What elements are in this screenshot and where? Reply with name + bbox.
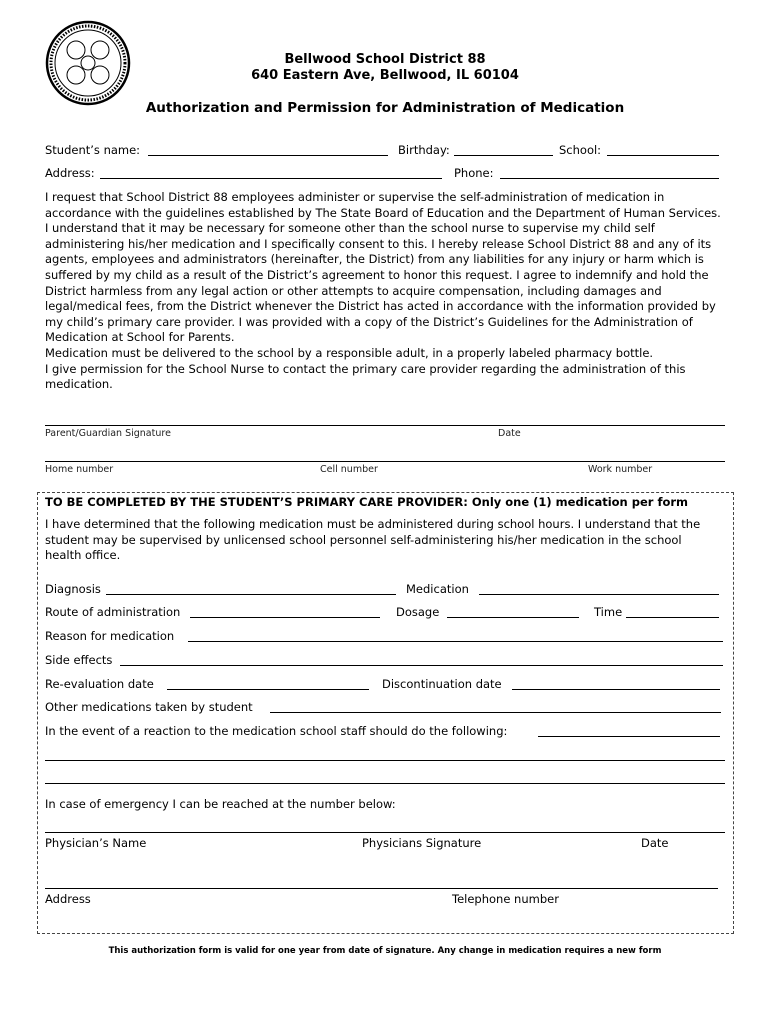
- time-field[interactable]: [626, 617, 719, 618]
- validity-note: This authorization form is valid for one year from date of signature. Any change in medication requires a new form: [108, 946, 662, 956]
- consent-paragraph: I give permission for the School Nurse to contact the primary care provider regarding the administration of this medication.: [45, 361, 686, 392]
- signature-label: Parent/Guardian Signature: [45, 428, 171, 439]
- provider-section-heading: TO BE COMPLETED BY THE STUDENT’S PRIMARY CARE PROVIDER: Only one (1) medication per form: [45, 495, 689, 509]
- route-field[interactable]: [190, 617, 380, 618]
- dosage-field[interactable]: [447, 617, 579, 618]
- side-effects-label: Side effects: [45, 653, 113, 667]
- reaction-field-line[interactable]: [45, 783, 725, 784]
- physician-name-label: Physician’s Name: [45, 836, 147, 850]
- address-field[interactable]: [100, 178, 442, 179]
- consent-paragraph: Medication must be delivered to the school by a responsible adult, in a properly labeled pharmacy bottle.: [45, 345, 654, 360]
- time-label: Time: [594, 605, 623, 619]
- diagnosis-label: Diagnosis: [45, 582, 101, 596]
- other-meds-field[interactable]: [270, 712, 721, 713]
- signature-field[interactable]: [45, 425, 725, 426]
- reevaluation-label: Re-evaluation date: [45, 677, 154, 691]
- birthday-label: Birthday:: [398, 143, 450, 157]
- telephone-label: Telephone number: [452, 892, 559, 906]
- physician-date-label: Date: [641, 836, 669, 850]
- dosage-label: Dosage: [396, 605, 440, 619]
- reason-field[interactable]: [188, 641, 723, 642]
- physician-signature-label: Physicians Signature: [362, 836, 482, 850]
- reaction-field[interactable]: [538, 736, 720, 737]
- phone-numbers-field[interactable]: [45, 461, 725, 462]
- medication-field[interactable]: [479, 594, 719, 595]
- route-label: Route of administration: [45, 605, 181, 619]
- student-name-label: Student’s name:: [45, 143, 141, 157]
- side-effects-field[interactable]: [120, 665, 723, 666]
- work-number-label: Work number: [588, 464, 653, 475]
- form-title: Authorization and Permission for Administration of Medication: [145, 100, 625, 116]
- consent-text: [45, 190, 725, 393]
- other-meds-label: Other medications taken by student: [45, 700, 253, 714]
- physician-address-field[interactable]: [45, 888, 718, 889]
- emergency-label: In case of emergency I can be reached at the number below:: [45, 797, 396, 811]
- reevaluation-field[interactable]: [167, 689, 369, 690]
- date-label: Date: [498, 428, 521, 439]
- medication-label: Medication: [406, 582, 469, 596]
- district-address: 640 Eastern Ave, Bellwood, IL 60104: [251, 68, 519, 83]
- emergency-field[interactable]: [45, 832, 725, 833]
- student-name-field[interactable]: [148, 155, 388, 156]
- birthday-field[interactable]: [454, 155, 553, 156]
- home-number-label: Home number: [45, 464, 114, 475]
- physician-address-label: Address: [45, 892, 91, 906]
- consent-paragraph: I request that School District 88 employees administer or supervise the self-administration of medication in accordance with the guidelines established by The State Board of Education and the Department of Human Services. I understand that it may be necessary for someone other than the school nurse to supervise my child self administering his/her medication and I specifically consent to this. I hereby release School District 88 and any of its agents, employees and administrators (hereinafter, the District) from any liabilities for any injury or harm which is suffered by my child as a result of the District’s agreement to honor this request. I agree to indemnify and hold the District harmless from any legal action or other attempts to acquire compensation, including damages and legal/medical fees, from the District whenever the District has acted in accordance with the information provided by my child’s primary care provider. I was provided with a copy of the District’s Guidelines for the Administration of Medication at School for Parents.: [45, 190, 721, 345]
- address-label: Address:: [45, 166, 95, 180]
- diagnosis-field[interactable]: [106, 594, 396, 595]
- phone-label: Phone:: [454, 166, 494, 180]
- provider-intro: I have determined that the following medication must be administered during school hours. I understand that the student may be supervised by unlicensed school personnel self-administering his/her medication in the school health office.: [45, 517, 701, 563]
- cell-number-label: Cell number: [320, 464, 378, 475]
- discontinuation-label: Discontinuation date: [382, 677, 502, 691]
- school-label: School:: [559, 143, 602, 157]
- reaction-field-line[interactable]: [45, 760, 725, 761]
- school-field[interactable]: [607, 155, 719, 156]
- discontinuation-field[interactable]: [512, 689, 720, 690]
- reaction-label: In the event of a reaction to the medication school staff should do the following:: [45, 724, 508, 738]
- phone-field[interactable]: [500, 178, 719, 179]
- reason-label: Reason for medication: [45, 629, 175, 643]
- district-name: Bellwood School District 88: [284, 52, 486, 67]
